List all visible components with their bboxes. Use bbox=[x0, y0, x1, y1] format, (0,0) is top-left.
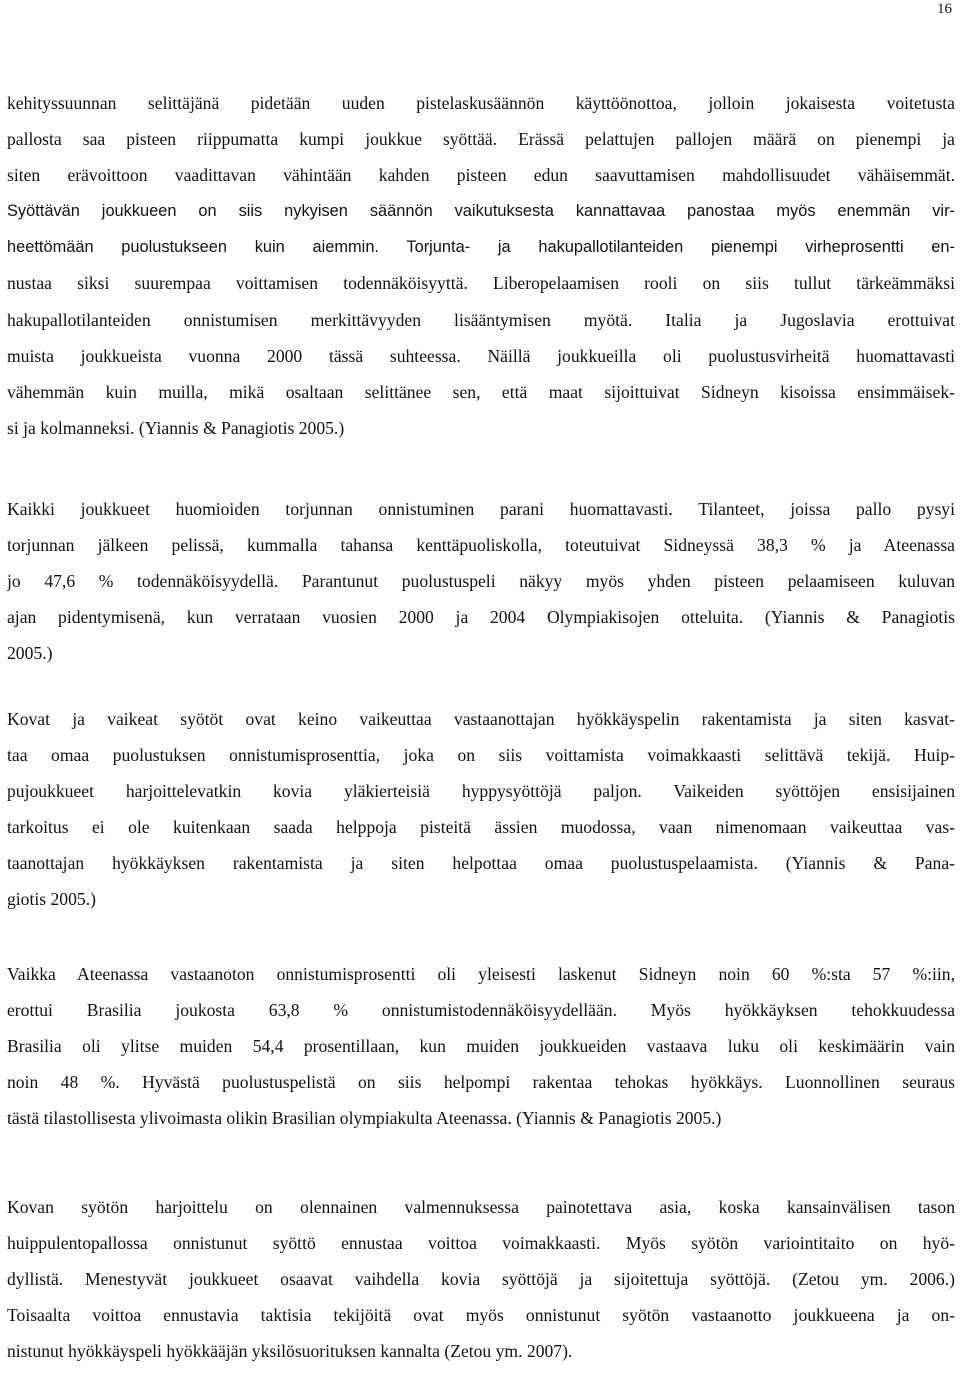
text-line: nustaa siksi suurempaa voittamisen todennäköisyyttä. Liberopelaamisen rooli on siis tullut tärkeämmäksi bbox=[7, 273, 955, 294]
text-line: huippulentopallossa onnistunut syöttö ennustaa voittoa voimakkaasti. Myös syötön variointitaito on hyö- bbox=[7, 1233, 955, 1254]
text-line: 2005.) bbox=[7, 643, 53, 664]
text-line: Brasilia oli ylitse muiden 54,4 prosentillaan, kun muiden joukkueiden vastaava luku oli keskimäärin vain bbox=[7, 1036, 955, 1057]
text-line: noin 48 %. Hyvästä puolustuspelistä on siis helpompi rakentaa tehokas hyökkäys. Luonnollinen seuraus bbox=[7, 1072, 955, 1093]
text-line: ajan pidentymisenä, kun verrataan vuosien 2000 ja 2004 Olympiakisojen otteluita. (Yiannis & Panagiotis bbox=[7, 607, 955, 628]
text-line: dyllistä. Menestyvät joukkueet osaavat vaihdella kovia syöttöjä ja sijoitettuja syöttöjä. (Zetou ym. 2006.) bbox=[7, 1269, 955, 1290]
text-line: Kaikki joukkueet huomioiden torjunnan onnistuminen parani huomattavasti. Tilanteet, joissa pallo pysyi bbox=[7, 499, 955, 519]
text-line: Toisaalta voittoa ennustavia taktisia tekijöitä ovat myös onnistunut syötön vastaanotto joukkueena ja on- bbox=[7, 1305, 955, 1326]
text-line: heettömään puolustukseen kuin aiemmin. Torjunta- ja hakupallotilanteiden pienempi virheprosentti en- bbox=[7, 238, 955, 257]
text-line: Kovan syötön harjoittelu on olennainen valmennuksessa painotettava asia, koska kansainvälisen tason bbox=[7, 1197, 955, 1217]
text-line: si ja kolmanneksi. (Yiannis & Panagiotis 2005.) bbox=[7, 417, 345, 438]
text-line: pujoukkueet harjoittelevatkin kovia yläkierteisiä hyppysyöttöjä paljon. Vaikeiden syöttöjen ensisijainen bbox=[7, 781, 955, 802]
text-line: giotis 2005.) bbox=[7, 889, 96, 910]
text-line: taanottajan hyökkäyksen rakentamista ja siten helpottaa omaa puolustuspelaamista. (Yiannis & Pana- bbox=[7, 853, 955, 874]
paragraph-block-success bbox=[7, 491, 955, 671]
text-line: vähemmän kuin muilla, mikä osaltaan selittänee sen, että maat sijoittuivat Sidneyn kisoissa ensimmäisek- bbox=[7, 381, 955, 402]
paragraph-serve-training bbox=[7, 1189, 955, 1369]
text-line: Vaikka Ateenassa vastaanoton onnistumisprosentti oli yleisesti laskenut Sidneyn noin 60 %:sta 57 %:iin, bbox=[7, 964, 955, 984]
paragraph-hard-serves bbox=[7, 701, 955, 918]
text-line: nistunut hyökkäyspeli hyökkääjän yksilösuorituksen kannalta (Zetou ym. 2007). bbox=[7, 1341, 573, 1362]
text-line: pallosta saa pisteen riippumatta kumpi joukkue syöttää. Erässä pelattujen pallojen määrä on pienempi ja bbox=[7, 129, 955, 150]
text-line: hakupallotilanteiden onnistumisen merkittävyyden lisääntymisen myötä. Italia ja Jugoslavia erottuivat bbox=[7, 309, 955, 330]
text-line: tästä tilastollisesta ylivoimasta olikin Brasilian olympiakulta Ateenassa. (Yiannis & Panagiotis 2005.) bbox=[7, 1108, 722, 1129]
paragraph-scoring-rule bbox=[7, 85, 955, 446]
text-line: torjunnan jälkeen pelissä, kummalla tahansa kenttäpuoliskolla, toteutuivat Sidneyssä 38,3 % ja Ateenassa bbox=[7, 535, 955, 556]
paragraph-brazil-reception bbox=[7, 956, 955, 1136]
page-number: 16 bbox=[937, 1, 952, 17]
text-line: jo 47,6 % todennäköisyydellä. Parantunut puolustuspeli näkyy myös yhden pisteen pelaamiseen kuluvan bbox=[7, 571, 955, 592]
text-line: tarkoitus ei ole kuitenkaan saada helppoja pisteitä ässien muodossa, vaan nimenomaan vaikeuttaa vas- bbox=[7, 817, 955, 838]
text-line: erottui Brasilia joukosta 63,8 % onnistumistodennäköisyydellään. Myös hyökkäyksen tehokkuudessa bbox=[7, 1000, 955, 1021]
text-line: muista joukkueista vuonna 2000 tässä suhteessa. Näillä joukkueilla oli puolustusvirheitä huomattavasti bbox=[7, 345, 955, 366]
text-line: siten erävoittoon vaadittavan vähintään kahden pisteen edun saavuttamisen mahdollisuudet vähäisemmät. bbox=[7, 165, 955, 186]
text-line: kehityssuunnan selittäjänä pidetään uuden pistelaskusäännön käyttöönottoa, jolloin jokaisesta voitetusta bbox=[7, 93, 955, 113]
text-line: Kovat ja vaikeat syötöt ovat keino vaikeuttaa vastaanottajan hyökkäyspelin rakentamista ja siten kasvat- bbox=[7, 709, 955, 729]
text-line: Syöttävän joukkueen on siis nykyisen säännön vaikutuksesta kannattavaa panostaa myös enemmän vir- bbox=[7, 202, 955, 221]
text-line: taa omaa puolustuksen onnistumisprosenttia, joka on siis voittamista voimakkaasti selittävä tekijä. Huip- bbox=[7, 745, 955, 766]
